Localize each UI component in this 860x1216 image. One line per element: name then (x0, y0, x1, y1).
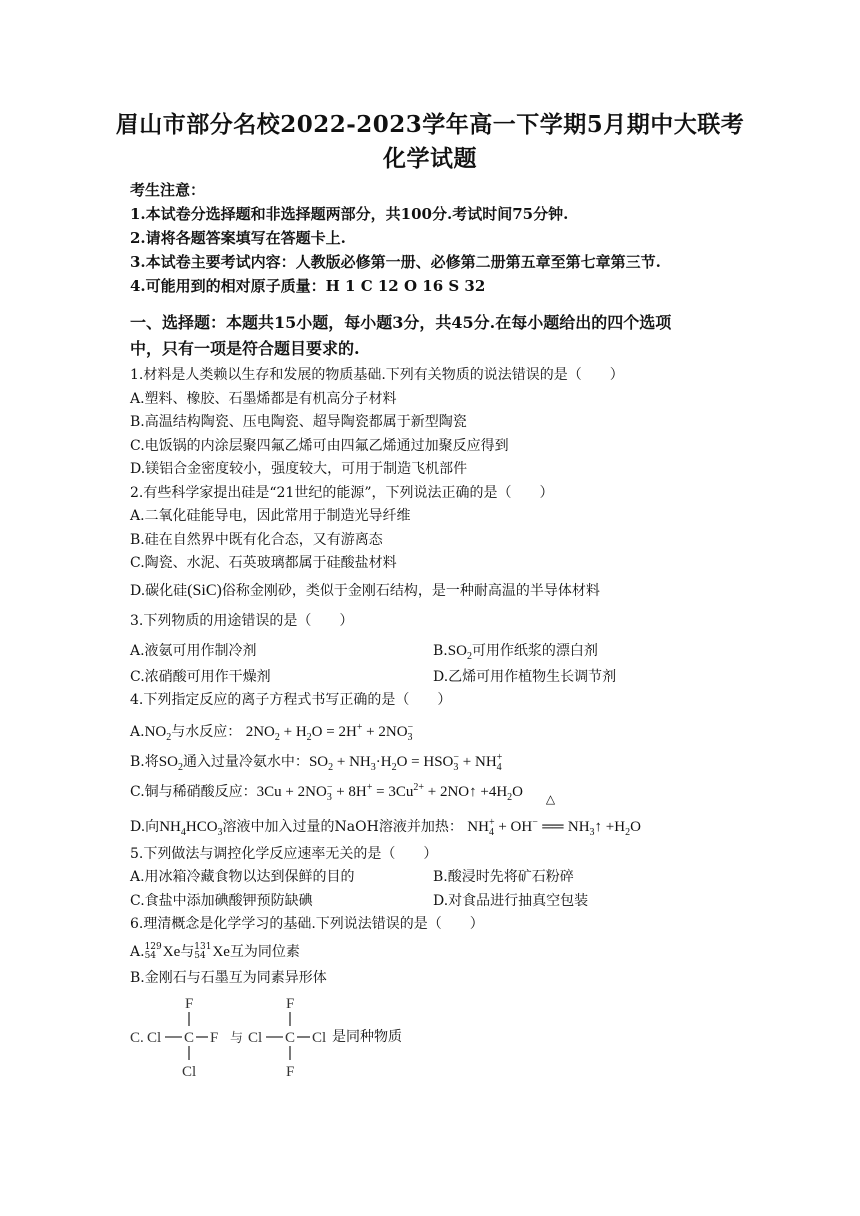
atom-cl: Cl (147, 1030, 162, 1046)
notes-heading: 考生注意： (130, 181, 206, 199)
question-3-option-d: D.乙烯可用作植物生长调节剂 (433, 668, 617, 685)
atom-cl: Cl (312, 1030, 327, 1046)
question-6-option-a (130, 937, 750, 967)
page-title: 眉山市部分名校2022-2023学年高一下学期5月期中大联考 (115, 111, 745, 138)
question-3-option-b (433, 636, 598, 666)
option-label-c: C. (130, 1030, 144, 1046)
option-text: 通入过量冷氨水中： (182, 753, 309, 770)
element-symbol: Xe (212, 943, 230, 960)
option-text: 溶液中加入过量的NaOH溶液并加热： (222, 818, 463, 835)
formula: $SO_2$ (158, 753, 183, 773)
formula-sic: (SiC) (187, 581, 222, 599)
note-item: 4.可能用到的相对原子质量：H 1 C 12 O 16 S 32 (130, 277, 486, 295)
question-4-option-a (130, 713, 750, 743)
atom-c: C (184, 1030, 195, 1046)
option-text: 互为同位素 (229, 943, 300, 960)
question-5-stem: 5.下列做法与调控化学反应速率无关的是（ ） (130, 845, 438, 862)
option-label: A. (130, 723, 145, 740)
option-text: D.向 (130, 818, 160, 835)
connector-text: 与 (230, 1031, 244, 1046)
question-5-option-c: C.食盐中添加碘酸钾预防缺碘 (130, 892, 313, 909)
question-5-option-d: D.对食品进行抽真空包装 (433, 892, 589, 909)
question-1-option-a: A.塑料、橡胶、石墨烯都是有机高分子材料 (130, 390, 397, 407)
question-5-options-row (130, 890, 750, 914)
mass-number: 131 (194, 941, 212, 952)
element-symbol: Xe (162, 943, 181, 960)
atom-f: F (185, 996, 194, 1012)
mass-number: 129 (144, 941, 162, 952)
option-text: 可用作纸浆的漂白剂 (471, 642, 598, 659)
question-4-stem: 4.下列指定反应的离子方程式书写正确的是（ ） (130, 692, 452, 708)
option-text: D.碳化硅 (130, 582, 188, 599)
formula: $NH_4HCO_3$ (159, 818, 223, 838)
exam-notes (130, 178, 750, 298)
question-5-options-row (130, 866, 750, 890)
question-3-stem: 3.下列物质的用途错误的是（ ） (130, 612, 354, 629)
question-2-option-a: A.二氧化硅能导电，因此常用于制造光导纤维 (130, 508, 411, 524)
atom-f: F (286, 996, 295, 1012)
equation-b: $SO_2 + NH_3\cdot H_2O = HSO_3^- + NH_4^+$ (308, 751, 503, 773)
question-3-option-a: A.液氨可用作制冷剂 (130, 642, 257, 659)
question-5-option-a: A.用冰箱冷藏食物以达到保鲜的目的 (130, 869, 355, 885)
option-label: B. (433, 642, 448, 659)
atom-cl: Cl (182, 1064, 197, 1078)
atom-cl: Cl (248, 1030, 263, 1046)
formula-sub: 2 (466, 650, 472, 662)
isotope-numbers (145, 943, 162, 961)
question-6-stem: 6.理清概念是化学学习的基础.下列说法错误的是（ ） (130, 916, 484, 932)
atom-f: F (286, 1064, 295, 1078)
question-4-option-b (130, 743, 750, 773)
question-1-option-b: B.高温结构陶瓷、压电陶瓷、超导陶瓷都属于新型陶瓷 (130, 414, 467, 430)
formula: SO (447, 642, 467, 659)
formula: $NO_2$ (144, 723, 172, 743)
question-2-option-c: C.陶瓷、水泥、石英玻璃都属于硅酸盐材料 (130, 555, 397, 571)
question-4-option-c (130, 773, 750, 803)
note-item: 1.本试卷分选择题和非选择题两部分，共100分.考试时间75分钟. (130, 205, 569, 223)
question-3-options-row (130, 666, 750, 690)
option-text: 与 (180, 943, 195, 960)
heat-arrow: △ ══ (542, 791, 564, 835)
question-list (130, 364, 750, 1078)
section-line: 中，只有一项是符合题目要求的. (130, 339, 360, 358)
atomic-number: 54 (144, 950, 157, 961)
option-text: 是同种物质 (332, 1029, 402, 1045)
question-1-stem: 1.材料是人类赖以生存和发展的物质基础.下列有关物质的说法错误的是（ ） (130, 367, 624, 383)
atom-c: C (285, 1030, 296, 1046)
note-item: 2.请将各题答案填写在答题卡上. (130, 229, 346, 247)
question-2-option-b: B.硅在自然界中既有化合态，又有游离态 (130, 531, 383, 548)
isotope-numbers (194, 943, 211, 961)
question-3-option-c: C.浓硝酸可用作干燥剂 (130, 668, 271, 685)
question-6-option-b: B.金刚石与石墨互为同素异形体 (130, 969, 327, 986)
option-label: A. (130, 943, 145, 960)
section-line: 一、选择题：本题共15小题，每小题3分，共45分.在每小题给出的四个选项 (130, 313, 672, 332)
question-2-stem: 2.有些科学家提出硅是“21世纪的能源”，下列说法正确的是（ ） (130, 484, 554, 501)
equation-d: $NH_4^+ + OH^-$ △ ══ $NH_3↑ +H_2O$ (467, 819, 641, 835)
page-subtitle: 化学试题 (383, 145, 477, 172)
option-text: B.将 (130, 753, 159, 770)
question-2-option-d (130, 576, 750, 606)
note-item: 3.本试卷主要考试内容：人教版必修第一册、必修第二册第五章至第七章第三节. (130, 253, 661, 271)
question-5-option-b: B.酸浸时先将矿石粉碎 (433, 869, 574, 885)
question-3-options-row (130, 636, 750, 666)
option-text: 与水反应： (171, 723, 242, 740)
equation-c: $3Cu + 2NO_3^- + 8H^+ = 3Cu^{2+}$ + 2NO↑ $+4H_2O$ (256, 781, 524, 803)
section-heading (130, 310, 750, 362)
atom-f: F (210, 1030, 219, 1046)
question-6-option-c (130, 990, 750, 1078)
atomic-number: 54 (194, 950, 206, 961)
option-text: C.铜与稀硝酸反应： (130, 783, 257, 800)
question-1-option-c: C.电饭锅的内涂层聚四氟乙烯可由四氟乙烯通过加聚反应得到 (130, 437, 509, 454)
question-1-option-d: D.镁铝合金密度较小，强度较大，可用于制造飞机部件 (130, 461, 468, 477)
equation-a: $2NO_2 + H_2O = 2H^+ + 2NO_3^-$ (245, 721, 414, 743)
option-text: 俗称金刚砂，类似于金刚石结构，是一种耐高温的半导体材料 (221, 582, 600, 599)
